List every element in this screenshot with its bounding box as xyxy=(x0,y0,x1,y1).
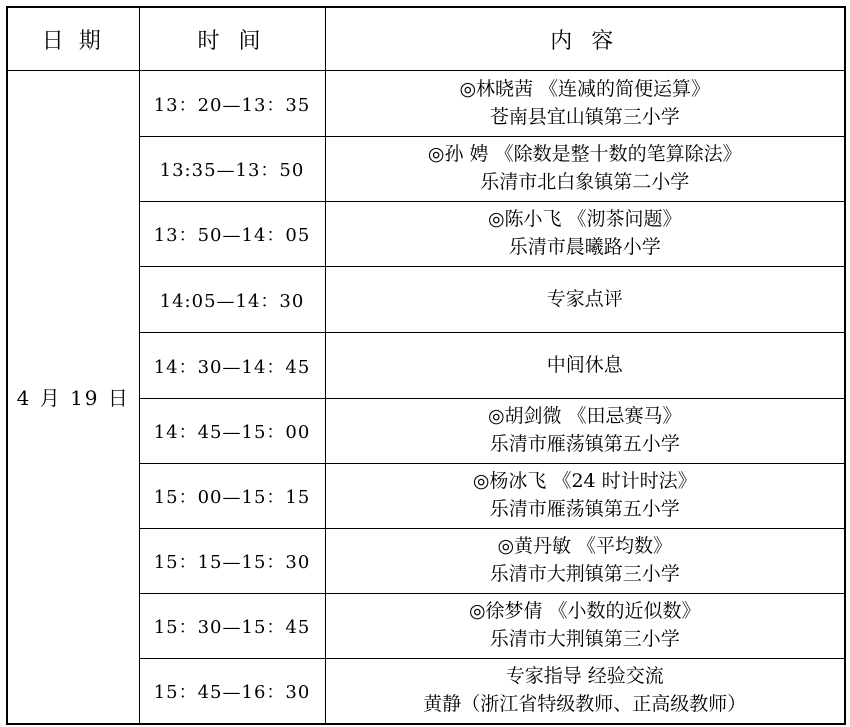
time-cell: 14：45—15：00 xyxy=(139,399,325,464)
content-line: 乐清市雁荡镇第五小学 xyxy=(489,498,680,520)
column-header-content: 内 容 xyxy=(325,7,845,71)
content-line: 乐清市大荆镇第三小学 xyxy=(489,628,680,650)
content-cell xyxy=(325,594,845,659)
content-line: ◎徐梦倩 《小数的近似数》 xyxy=(468,600,701,623)
content-line: ◎陈小飞 《沏茶问题》 xyxy=(487,208,682,231)
time-cell: 15：00—15：15 xyxy=(139,464,325,529)
content-cell xyxy=(325,659,845,724)
content-line: ◎黄丹敏 《平均数》 xyxy=(497,535,673,558)
column-header-time: 时 间 xyxy=(139,7,325,71)
time-cell: 13:35—13：50 xyxy=(139,137,325,202)
time-cell: 15：30—15：45 xyxy=(139,594,325,659)
time-cell: 13：50—14：05 xyxy=(139,202,325,267)
time-cell: 15：15—15：30 xyxy=(139,529,325,594)
content-line: 专家指导 经验交流 xyxy=(505,665,664,688)
time-cell: 14:05—14：30 xyxy=(139,267,325,333)
content-cell xyxy=(325,202,845,267)
content-cell xyxy=(325,137,845,202)
content-cell xyxy=(325,399,845,464)
content-cell xyxy=(325,333,845,399)
content-line: 乐清市大荆镇第三小学 xyxy=(489,563,680,585)
table-header-row xyxy=(7,7,845,71)
content-line: 乐清市晨曦路小学 xyxy=(508,236,661,258)
content-cell xyxy=(325,464,845,529)
column-header-date: 日 期 xyxy=(7,7,139,71)
time-cell: 15：45—16：30 xyxy=(139,659,325,724)
content-cell xyxy=(325,529,845,594)
date-cell: 4 月 19 日 xyxy=(7,71,139,724)
table-row xyxy=(7,71,845,137)
content-line: 黄静（浙江省特级教师、正高级教师） xyxy=(423,692,747,715)
content-cell xyxy=(325,71,845,137)
content-line: 乐清市北白象镇第二小学 xyxy=(480,171,690,193)
content-line: 专家点评 xyxy=(546,287,623,310)
time-cell: 14：30—14：45 xyxy=(139,333,325,399)
table-header xyxy=(7,7,845,71)
schedule-table xyxy=(6,6,846,725)
table-body xyxy=(7,71,845,724)
time-cell: 13：20—13：35 xyxy=(139,71,325,137)
content-line: 苍南县宜山镇第三小学 xyxy=(489,105,680,128)
content-line: 乐清市雁荡镇第五小学 xyxy=(489,433,680,455)
content-line: 中间休息 xyxy=(546,353,623,376)
content-cell xyxy=(325,267,845,333)
content-line: ◎林晓茜 《连减的简便运算》 xyxy=(459,77,711,100)
content-line: ◎孙 娉 《除数是整十数的笔算除法》 xyxy=(427,143,742,166)
content-line: ◎杨冰飞 《24 时计时法》 xyxy=(472,470,697,493)
content-line: ◎胡剑微 《田忌赛马》 xyxy=(487,405,682,428)
